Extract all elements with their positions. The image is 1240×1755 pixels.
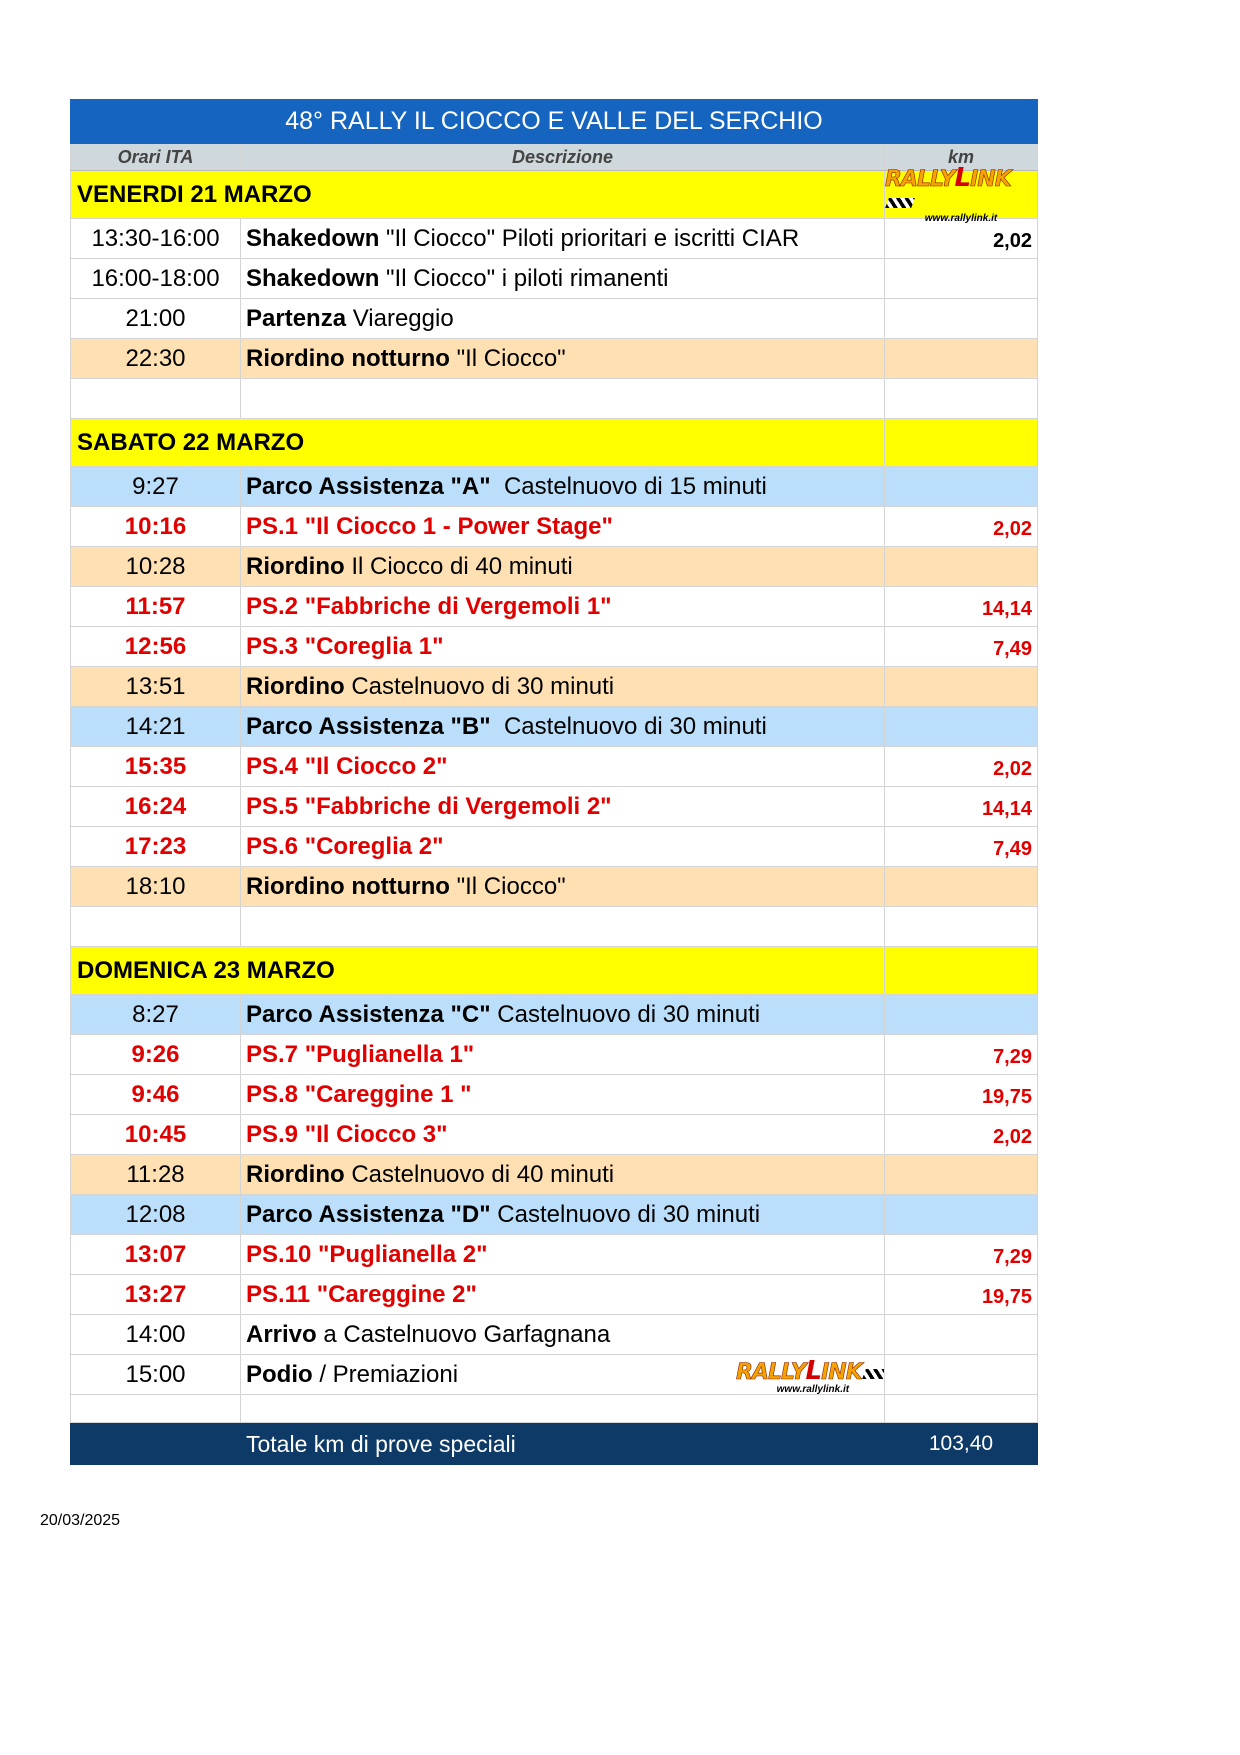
header-time: Orari ITA xyxy=(70,144,241,170)
spacer-cell xyxy=(885,379,1038,418)
row-description-bold: PS.8 "Careggine 1 " xyxy=(246,1080,472,1108)
row-km xyxy=(885,707,1038,746)
schedule-row xyxy=(70,1235,1038,1275)
spacer-row xyxy=(70,907,1038,947)
row-time: 14:00 xyxy=(70,1315,241,1354)
schedule-row xyxy=(70,587,1038,627)
row-km xyxy=(885,995,1038,1034)
row-time: 8:27 xyxy=(70,995,241,1034)
row-description xyxy=(241,339,885,378)
row-time: 13:51 xyxy=(70,667,241,706)
row-description xyxy=(241,259,885,298)
row-description-bold: PS.10 "Puglianella 2" xyxy=(246,1240,488,1268)
row-km xyxy=(885,339,1038,378)
row-description xyxy=(241,667,885,706)
row-km xyxy=(885,867,1038,906)
schedule-row xyxy=(70,1155,1038,1195)
row-description-bold: Riordino xyxy=(246,1160,345,1188)
logo-text-rally: RALLY xyxy=(885,167,955,192)
row-km: 19,75 xyxy=(885,1275,1038,1314)
row-description xyxy=(241,467,885,506)
spacer-cell xyxy=(70,379,241,418)
row-time: 11:57 xyxy=(70,587,241,626)
spacer-cell xyxy=(241,1395,885,1422)
spacer-cell xyxy=(70,907,241,946)
day-label: VENERDI 21 MARZO xyxy=(70,171,885,218)
row-time: 13:27 xyxy=(70,1275,241,1314)
row-description xyxy=(241,299,885,338)
row-description xyxy=(241,627,885,666)
rallylink-logo xyxy=(736,1358,885,1394)
day-km-cell xyxy=(885,163,1038,224)
spacer-row xyxy=(70,1395,1038,1423)
day-header-row xyxy=(70,419,1038,467)
schedule-row xyxy=(70,547,1038,587)
row-description xyxy=(241,587,885,626)
row-description xyxy=(241,547,885,586)
row-description-rest: a Castelnuovo Garfagnana xyxy=(316,1320,611,1348)
row-description xyxy=(241,1315,885,1354)
logo-url: www.rallylink.it xyxy=(776,1384,850,1394)
row-time: 10:28 xyxy=(70,547,241,586)
row-description xyxy=(241,219,885,258)
logo-text-ink: INK xyxy=(821,1360,862,1385)
row-time: 10:16 xyxy=(70,507,241,546)
rallylink-logo xyxy=(885,165,1037,224)
row-time: 18:10 xyxy=(70,867,241,906)
row-description-bold: Riordino notturno xyxy=(246,872,450,900)
schedule-row xyxy=(70,1075,1038,1115)
day-header-row xyxy=(70,947,1038,995)
schedule-row xyxy=(70,299,1038,339)
row-km xyxy=(885,547,1038,586)
row-description-rest: Castelnuovo di 30 minuti xyxy=(490,1200,761,1228)
spacer-row xyxy=(70,379,1038,419)
row-description xyxy=(241,1195,885,1234)
row-description xyxy=(241,707,885,746)
row-description xyxy=(241,1115,885,1154)
row-description-bold: Parco Assistenza "D" xyxy=(246,1200,491,1228)
row-description-bold: Parco Assistenza "C" xyxy=(246,1000,491,1028)
row-description-rest: Viareggio xyxy=(346,304,454,332)
row-description-bold: PS.2 "Fabbriche di Vergemoli 1" xyxy=(246,592,612,620)
row-time: 9:27 xyxy=(70,467,241,506)
logo-text-ink: INK xyxy=(970,167,1011,192)
row-description xyxy=(241,1155,885,1194)
logo-wordmark xyxy=(736,1358,885,1384)
day-km-cell xyxy=(885,419,1038,466)
row-time: 12:56 xyxy=(70,627,241,666)
spacer-cell xyxy=(70,1395,241,1422)
day-label: DOMENICA 23 MARZO xyxy=(70,947,885,994)
schedule-row xyxy=(70,667,1038,707)
schedule-row xyxy=(70,827,1038,867)
row-km: 14,14 xyxy=(885,787,1038,826)
row-description-rest: "Il Ciocco" i piloti rimanenti xyxy=(379,264,669,292)
row-time: 17:23 xyxy=(70,827,241,866)
total-label: Totale km di prove speciali xyxy=(241,1423,885,1465)
row-description-bold: PS.6 "Coreglia 2" xyxy=(246,832,444,860)
row-time: 13:30-16:00 xyxy=(70,219,241,258)
row-km xyxy=(885,1155,1038,1194)
row-description-bold: Podio xyxy=(246,1360,313,1388)
row-description xyxy=(241,867,885,906)
row-description xyxy=(241,1275,885,1314)
row-km: 14,14 xyxy=(885,587,1038,626)
schedule-row xyxy=(70,1355,1038,1395)
rallylink-logo-footer-wrap xyxy=(736,1358,885,1394)
schedule-row xyxy=(70,339,1038,379)
event-title: 48° RALLY IL CIOCCO E VALLE DEL SERCHIO xyxy=(70,99,1038,144)
schedule-row xyxy=(70,1195,1038,1235)
schedule-row xyxy=(70,467,1038,507)
row-description xyxy=(241,1355,885,1394)
header-km: km xyxy=(885,144,1038,170)
schedule-row xyxy=(70,707,1038,747)
schedule-row xyxy=(70,219,1038,259)
row-km xyxy=(885,467,1038,506)
day-header-row xyxy=(70,163,1038,224)
row-description xyxy=(241,1035,885,1074)
schedule-row xyxy=(70,995,1038,1035)
row-time: 10:45 xyxy=(70,1115,241,1154)
row-description-bold: Riordino xyxy=(246,672,345,700)
row-description-bold: PS.1 "Il Ciocco 1 - Power Stage" xyxy=(246,512,613,540)
logo-url: www.rallylink.it xyxy=(924,213,998,224)
schedule-row xyxy=(70,507,1038,547)
checkered-flag-icon xyxy=(885,198,915,208)
spacer-cell xyxy=(241,907,885,946)
total-spacer xyxy=(70,1423,241,1465)
row-description xyxy=(241,747,885,786)
logo-text-l: L xyxy=(805,1356,822,1386)
row-description-bold: Parco Assistenza "A" xyxy=(246,472,491,500)
total-km: 103,40 xyxy=(885,1423,1038,1465)
row-description-bold: PS.9 "Il Ciocco 3" xyxy=(246,1120,448,1148)
row-time: 16:24 xyxy=(70,787,241,826)
row-km xyxy=(885,667,1038,706)
row-time: 12:08 xyxy=(70,1195,241,1234)
row-description xyxy=(241,787,885,826)
row-description-bold: PS.4 "Il Ciocco 2" xyxy=(246,752,448,780)
row-description-rest: "Il Ciocco" xyxy=(449,344,566,372)
schedule-row xyxy=(70,787,1038,827)
logo-wordmark xyxy=(885,165,1037,213)
row-time: 15:00 xyxy=(70,1355,241,1394)
spacer-cell xyxy=(241,379,885,418)
row-description-rest: Castelnuovo di 30 minuti xyxy=(490,1000,761,1028)
row-km xyxy=(885,1195,1038,1234)
row-time: 9:26 xyxy=(70,1035,241,1074)
schedule-row xyxy=(70,259,1038,299)
row-description-bold: Partenza xyxy=(246,304,347,332)
row-km xyxy=(885,1355,1038,1394)
row-km xyxy=(885,1315,1038,1354)
row-km: 7,29 xyxy=(885,1235,1038,1274)
schedule-body xyxy=(70,163,1038,1423)
row-km: 2,02 xyxy=(885,1115,1038,1154)
logo-text-l: L xyxy=(954,163,971,193)
row-description xyxy=(241,1235,885,1274)
total-row xyxy=(70,1423,1038,1465)
row-time: 11:28 xyxy=(70,1155,241,1194)
row-km: 2,02 xyxy=(885,219,1038,258)
schedule-sheet xyxy=(70,99,1038,1465)
schedule-row xyxy=(70,1115,1038,1155)
row-description-rest: Castelnuovo di 40 minuti xyxy=(344,1160,615,1188)
day-label: SABATO 22 MARZO xyxy=(70,419,885,466)
row-description-bold: Riordino xyxy=(246,552,345,580)
row-description-bold: PS.11 "Careggine 2" xyxy=(246,1280,477,1308)
row-description-rest: Il Ciocco di 40 minuti xyxy=(344,552,573,580)
row-description-bold: Parco Assistenza "B" xyxy=(246,712,491,740)
schedule-row xyxy=(70,1315,1038,1355)
schedule-row xyxy=(70,1035,1038,1075)
row-description-rest: Castelnuovo di 30 minuti xyxy=(344,672,615,700)
row-description xyxy=(241,1075,885,1114)
spacer-cell xyxy=(885,907,1038,946)
row-km: 7,49 xyxy=(885,827,1038,866)
row-km: 2,02 xyxy=(885,747,1038,786)
row-description-bold: PS.3 "Coreglia 1" xyxy=(246,632,444,660)
day-km-cell xyxy=(885,947,1038,994)
row-description xyxy=(241,827,885,866)
row-km: 7,29 xyxy=(885,1035,1038,1074)
spacer-cell xyxy=(885,1395,1038,1422)
row-description-rest: Castelnuovo di 30 minuti xyxy=(490,712,767,740)
row-description-bold: PS.5 "Fabbriche di Vergemoli 2" xyxy=(246,792,612,820)
schedule-row xyxy=(70,627,1038,667)
header-description: Descrizione xyxy=(241,144,885,170)
row-description-bold: Shakedown xyxy=(246,264,380,292)
row-km: 19,75 xyxy=(885,1075,1038,1114)
schedule-row xyxy=(70,1275,1038,1315)
row-time: 13:07 xyxy=(70,1235,241,1274)
row-description xyxy=(241,507,885,546)
row-description-bold: Shakedown xyxy=(246,224,380,252)
document-date: 20/03/2025 xyxy=(40,1512,121,1529)
checkered-flag-icon xyxy=(862,1369,885,1379)
row-time: 21:00 xyxy=(70,299,241,338)
row-km xyxy=(885,299,1038,338)
row-description-rest: "Il Ciocco" xyxy=(449,872,566,900)
row-description-rest: / Premiazioni xyxy=(312,1360,459,1388)
row-description-rest: Castelnuovo di 15 minuti xyxy=(490,472,767,500)
row-time: 14:21 xyxy=(70,707,241,746)
row-time: 16:00-18:00 xyxy=(70,259,241,298)
row-km: 2,02 xyxy=(885,507,1038,546)
row-km: 7,49 xyxy=(885,627,1038,666)
row-km xyxy=(885,259,1038,298)
row-description-bold: PS.7 "Puglianella 1" xyxy=(246,1040,475,1068)
schedule-row xyxy=(70,747,1038,787)
schedule-row xyxy=(70,867,1038,907)
row-time: 9:46 xyxy=(70,1075,241,1114)
row-time: 15:35 xyxy=(70,747,241,786)
logo-text-rally: RALLY xyxy=(736,1360,806,1385)
row-description-bold: Arrivo xyxy=(246,1320,317,1348)
row-time: 22:30 xyxy=(70,339,241,378)
row-description-bold: Riordino notturno xyxy=(246,344,450,372)
row-description-rest: "Il Ciocco" Piloti prioritari e iscritti CIAR xyxy=(379,224,800,252)
row-description xyxy=(241,995,885,1034)
